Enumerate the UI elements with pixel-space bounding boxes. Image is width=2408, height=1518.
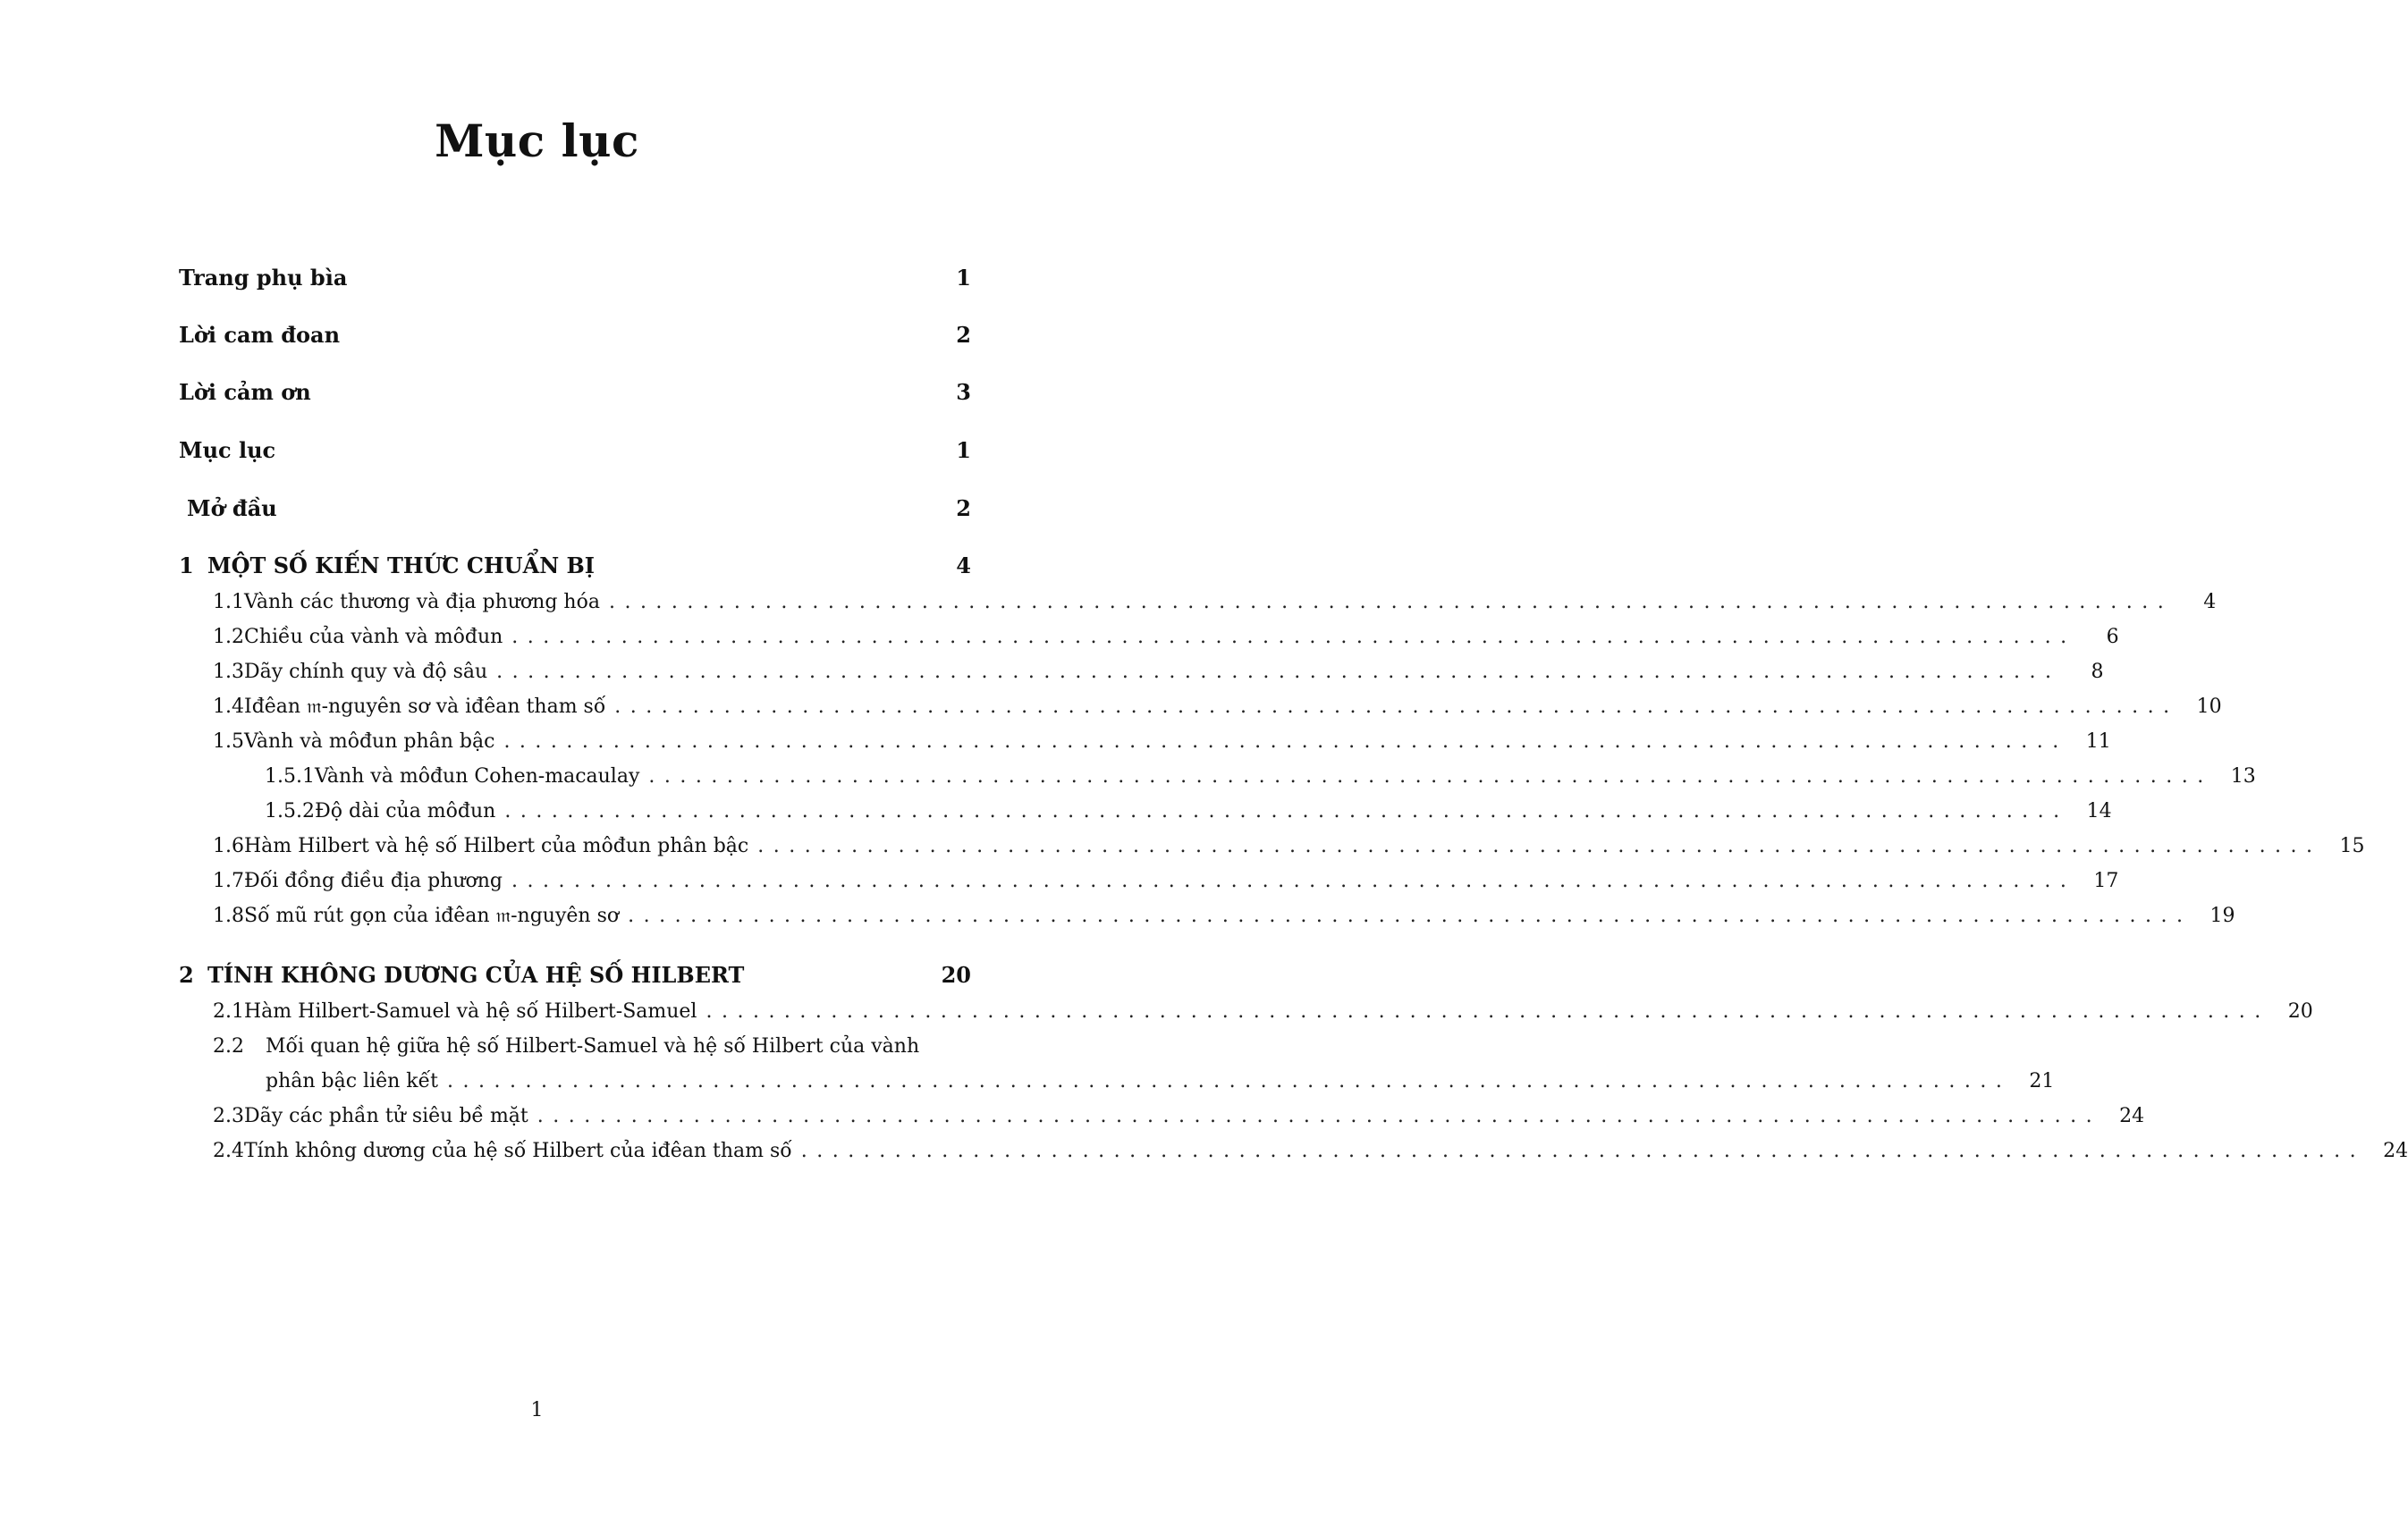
dot-leader: ....................................................................................................: [628, 905, 2193, 927]
toc-chapter-2[interactable]: [179, 962, 971, 988]
section-number: 2.4: [213, 1140, 244, 1162]
dot-leader: ....................................................................................................: [504, 800, 2069, 822]
section-page: 8: [2091, 661, 2104, 683]
dot-leader: ....................................................................................................: [757, 835, 2322, 857]
page-number: 1: [530, 1399, 544, 1421]
section-label: Đối đồng điều địa phương: [244, 870, 503, 892]
section-label: Dãy chính quy và độ sâu: [244, 661, 488, 683]
toc-section-2-1[interactable]: [213, 1000, 2313, 1023]
dot-leader: ....................................................................................................: [511, 870, 2076, 892]
section-number: 2.3: [213, 1105, 244, 1127]
toc-entry-page: 2: [956, 322, 971, 348]
page-title: Mục lục: [435, 114, 639, 167]
toc-entry-label: Mục lục: [179, 437, 276, 463]
toc-entry-declaration[interactable]: [179, 322, 971, 348]
chapter-number: 2: [179, 962, 194, 988]
toc-entry-page: 1: [956, 437, 971, 463]
toc-entry-label: Mở đầu: [187, 495, 277, 521]
section-page: 19: [2209, 905, 2235, 927]
subsection-page: 13: [2230, 765, 2256, 788]
subsection-label: Độ dài của môđun: [314, 800, 496, 822]
section-number: 1.4: [213, 696, 244, 718]
section-page: 15: [2339, 835, 2365, 857]
section-label: Hàm Hilbert và hệ số Hilbert của môđun phân bậc: [244, 835, 749, 857]
dot-leader: ....................................................................................................: [537, 1105, 2102, 1127]
dot-leader: ....................................................................................................: [503, 730, 2068, 753]
toc-subsection-1-5-2[interactable]: [265, 800, 2112, 822]
section-page: 24: [2119, 1105, 2145, 1127]
subsection-label: Vành và môđun Cohen-macaulay: [314, 765, 640, 788]
section-label: Số mũ rút gọn của iđêan 𝔪-nguyên sơ: [244, 905, 620, 927]
section-page: 24: [2383, 1140, 2408, 1162]
toc-entry-page: 2: [956, 495, 971, 521]
toc-entry-label: Trang phụ bìa: [179, 265, 348, 291]
section-label: Vành và môđun phân bậc: [244, 730, 495, 753]
section-page: 21: [2029, 1070, 2055, 1092]
chapter-page: 4: [956, 552, 971, 578]
toc-section-2-3[interactable]: [213, 1105, 2145, 1127]
toc-entry-label: Lời cảm ơn: [179, 379, 311, 405]
subsection-number: 1.5.1: [265, 765, 315, 788]
dot-leader: ....................................................................................................: [800, 1140, 2366, 1162]
toc-section-1-2[interactable]: [213, 626, 2119, 648]
toc-section-1-6[interactable]: [213, 835, 2365, 857]
section-page: 17: [2093, 870, 2119, 892]
toc-entry-page: 3: [956, 379, 971, 405]
toc-section-1-4[interactable]: [213, 696, 2222, 718]
section-label: Chiều của vành và môđun: [244, 626, 503, 648]
section-number: 1.1: [213, 591, 244, 613]
section-page: 11: [2085, 730, 2111, 753]
toc-entry-page: 1: [956, 265, 971, 291]
section-label: Tính không dương của hệ số Hilbert của iđêan tham số: [244, 1140, 792, 1162]
section-page: 6: [2106, 626, 2119, 648]
section-page: 4: [2203, 591, 2217, 613]
dot-leader: ....................................................................................................: [496, 661, 2061, 683]
toc-entry-label: Lời cam đoan: [179, 322, 341, 348]
toc-section-1-1[interactable]: [213, 591, 2217, 613]
section-label-continued: phân bậc liên kết: [266, 1070, 439, 1092]
section-label: Hàm Hilbert-Samuel và hệ số Hilbert-Samuel: [244, 1000, 697, 1023]
section-label: Vành các thương và địa phương hóa: [244, 591, 600, 613]
section-number: 1.8: [213, 905, 244, 927]
toc-chapter-1[interactable]: [179, 552, 971, 578]
section-number: 1.6: [213, 835, 244, 857]
toc-section-2-4[interactable]: [213, 1140, 2408, 1162]
chapter-title: MỘT SỐ KIẾN THỨC CHUẨN BỊ: [207, 552, 596, 578]
dot-leader: ....................................................................................................: [648, 765, 2213, 788]
toc-entry-contents[interactable]: [179, 437, 971, 463]
chapter-number: 1: [179, 552, 194, 578]
toc-section-1-5[interactable]: [213, 730, 2111, 753]
toc-entry-acknowledgements[interactable]: [179, 379, 971, 405]
toc-subsection-1-5-1[interactable]: [265, 765, 2256, 788]
section-label: Mối quan hệ giữa hệ số Hilbert-Samuel và hệ số Hilbert của vành: [266, 1035, 920, 1058]
section-page: 10: [2196, 696, 2222, 718]
section-page: 20: [2287, 1000, 2313, 1023]
chapter-page: 20: [941, 962, 971, 988]
section-number: 1.2: [213, 626, 244, 648]
dot-leader: ....................................................................................................: [447, 1070, 2012, 1092]
section-number: 1.5: [213, 730, 244, 753]
section-number: 2.2: [213, 1035, 244, 1058]
toc-section-2-2[interactable]: [213, 1035, 971, 1058]
section-number: 1.3: [213, 661, 244, 683]
chapter-title: TÍNH KHÔNG DƯƠNG CỦA HỆ SỐ HILBERT: [207, 962, 745, 988]
dot-leader: ....................................................................................................: [614, 696, 2179, 718]
section-number: 1.7: [213, 870, 244, 892]
subsection-number: 1.5.2: [265, 800, 315, 822]
toc-section-2-2-continued[interactable]: [266, 1070, 2055, 1092]
toc-entry-cover-page[interactable]: [179, 265, 971, 291]
toc-section-1-7[interactable]: [213, 870, 2119, 892]
section-number: 2.1: [213, 1000, 244, 1023]
section-label: Iđêan 𝔪-nguyên sơ và iđêan tham số: [244, 696, 606, 718]
toc-section-1-8[interactable]: [213, 905, 2235, 927]
dot-leader: ....................................................................................................: [706, 1000, 2270, 1023]
toc-entry-introduction[interactable]: [187, 495, 971, 521]
section-label: Dãy các phần tử siêu bề mặt: [244, 1105, 528, 1127]
subsection-page: 14: [2086, 800, 2112, 822]
toc-section-1-3[interactable]: [213, 661, 2104, 683]
dot-leader: ....................................................................................................: [608, 591, 2174, 613]
dot-leader: ....................................................................................................: [511, 626, 2076, 648]
